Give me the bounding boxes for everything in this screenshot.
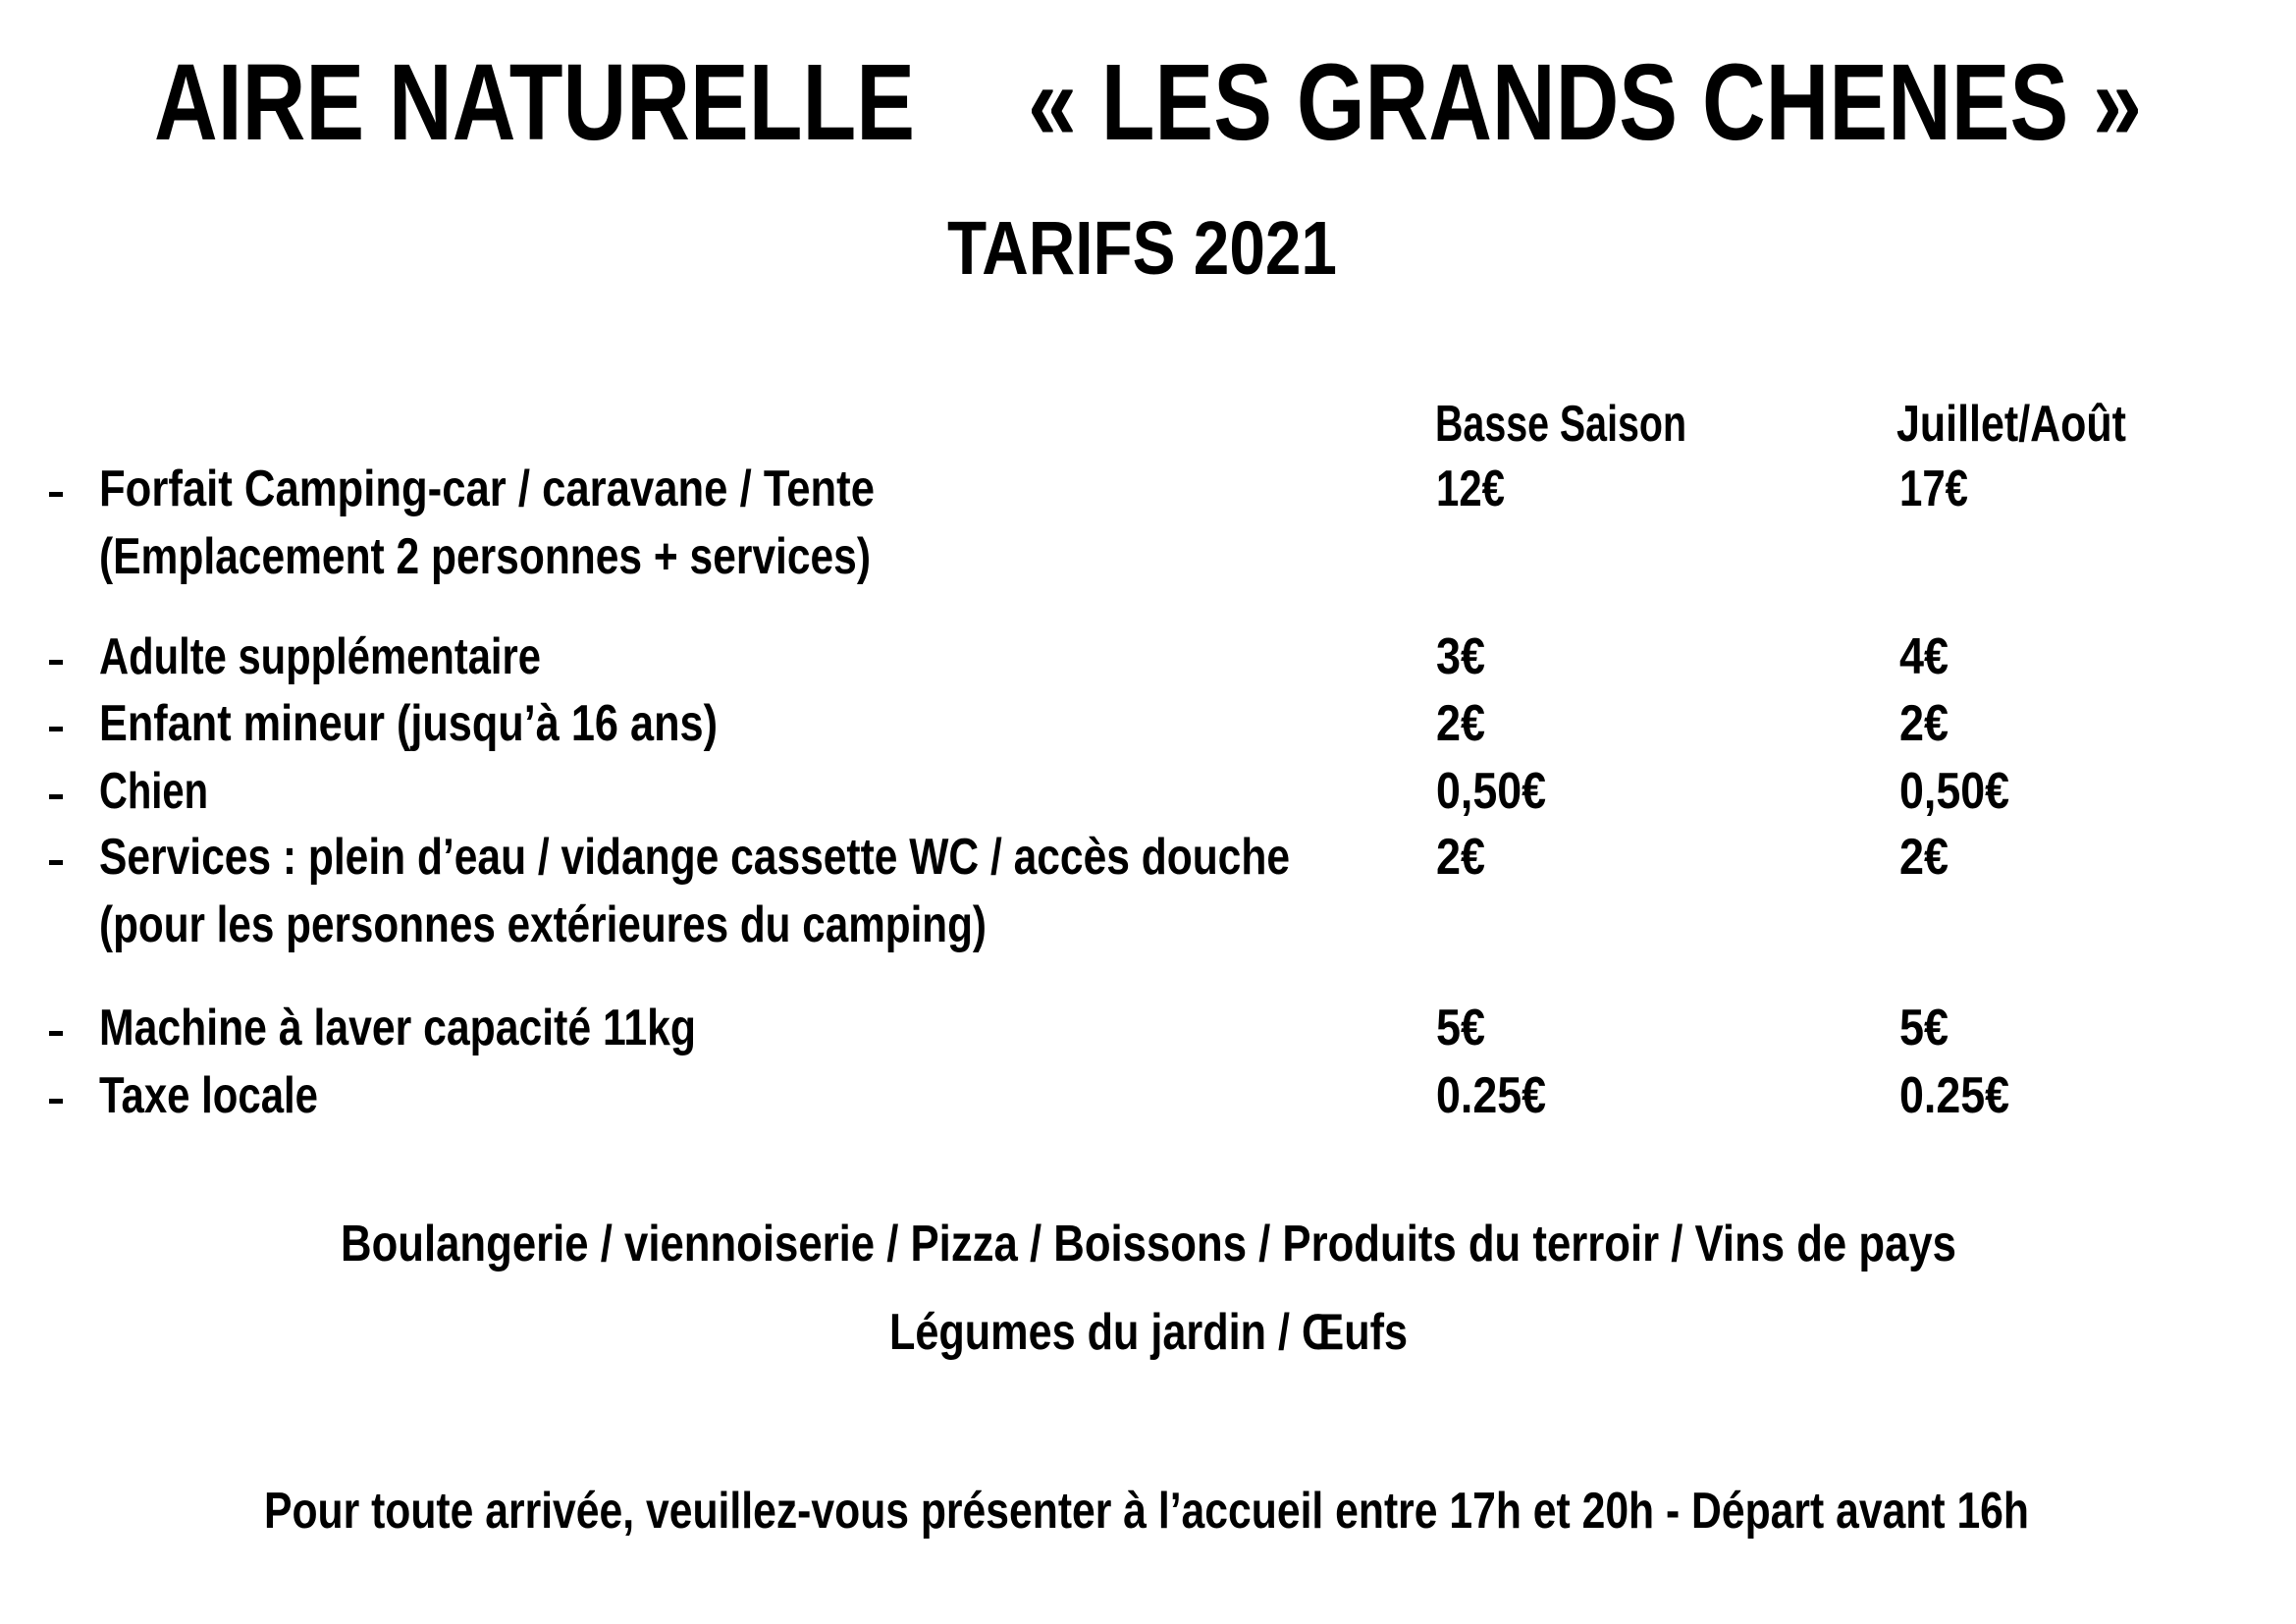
bullet-dash-icon <box>49 492 63 497</box>
price-juillet-aout-adulte: 4€ <box>1899 628 1949 685</box>
row-label-chien: Chien <box>99 763 208 820</box>
bullet-dash-icon <box>49 1031 63 1036</box>
price-juillet-aout-forfait: 17€ <box>1899 460 1968 517</box>
bullet-dash-icon <box>49 794 63 799</box>
price-juillet-aout-chien: 0,50€ <box>1899 763 2009 820</box>
products-line-1: Boulangerie / viennoiserie / Pizza / Boissons / Produits du terroir / Vins de pays <box>341 1216 1956 1272</box>
row-label-forfait: Forfait Camping-car / caravane / Tente <box>99 460 875 517</box>
row-note-personnes-exterieures: (pour les personnes extérieures du camping) <box>99 896 987 953</box>
price-basse-saison-forfait: 12€ <box>1436 460 1505 517</box>
bullet-dash-icon <box>49 727 63 731</box>
price-basse-saison-enfant: 2€ <box>1436 695 1485 752</box>
title-les-grands-chenes: « LES GRANDS CHENES » <box>1028 42 2142 163</box>
column-header-juillet-aout: Juillet/Août <box>1896 396 2126 453</box>
row-label-services: Services : plein d’eau / vidange cassette WC / accès douche <box>99 829 1290 886</box>
column-header-basse-saison: Basse Saison <box>1435 396 1686 453</box>
row-label-machine-a-laver: Machine à laver capacité 11kg <box>99 1000 696 1056</box>
price-juillet-aout-services: 2€ <box>1899 829 1949 886</box>
title-aire-naturelle: AIRE NATURELLE <box>154 42 915 163</box>
products-line-2: Légumes du jardin / Œufs <box>889 1304 1408 1361</box>
price-basse-saison-machine: 5€ <box>1436 1000 1485 1056</box>
row-note-emplacement: (Emplacement 2 personnes + services) <box>99 528 871 585</box>
row-label-taxe-locale: Taxe locale <box>99 1067 318 1124</box>
price-basse-saison-chien: 0,50€ <box>1436 763 1546 820</box>
price-juillet-aout-machine: 5€ <box>1899 1000 1949 1056</box>
row-label-adulte: Adulte supplémentaire <box>99 628 541 685</box>
row-label-enfant: Enfant mineur (jusqu’à 16 ans) <box>99 695 718 752</box>
arrival-departure-notice: Pour toute arrivée, veuillez-vous présenter à l’accueil entre 17h et 20h - Départ avant 16h <box>264 1483 2029 1540</box>
price-basse-saison-services: 2€ <box>1436 829 1485 886</box>
price-basse-saison-taxe: 0.25€ <box>1436 1067 1546 1124</box>
price-juillet-aout-taxe: 0.25€ <box>1899 1067 2009 1124</box>
bullet-dash-icon <box>49 860 63 865</box>
subtitle-tarifs: TARIFS 2021 <box>947 206 1337 291</box>
price-juillet-aout-enfant: 2€ <box>1899 695 1949 752</box>
price-basse-saison-adulte: 3€ <box>1436 628 1485 685</box>
bullet-dash-icon <box>49 1099 63 1104</box>
bullet-dash-icon <box>49 660 63 665</box>
